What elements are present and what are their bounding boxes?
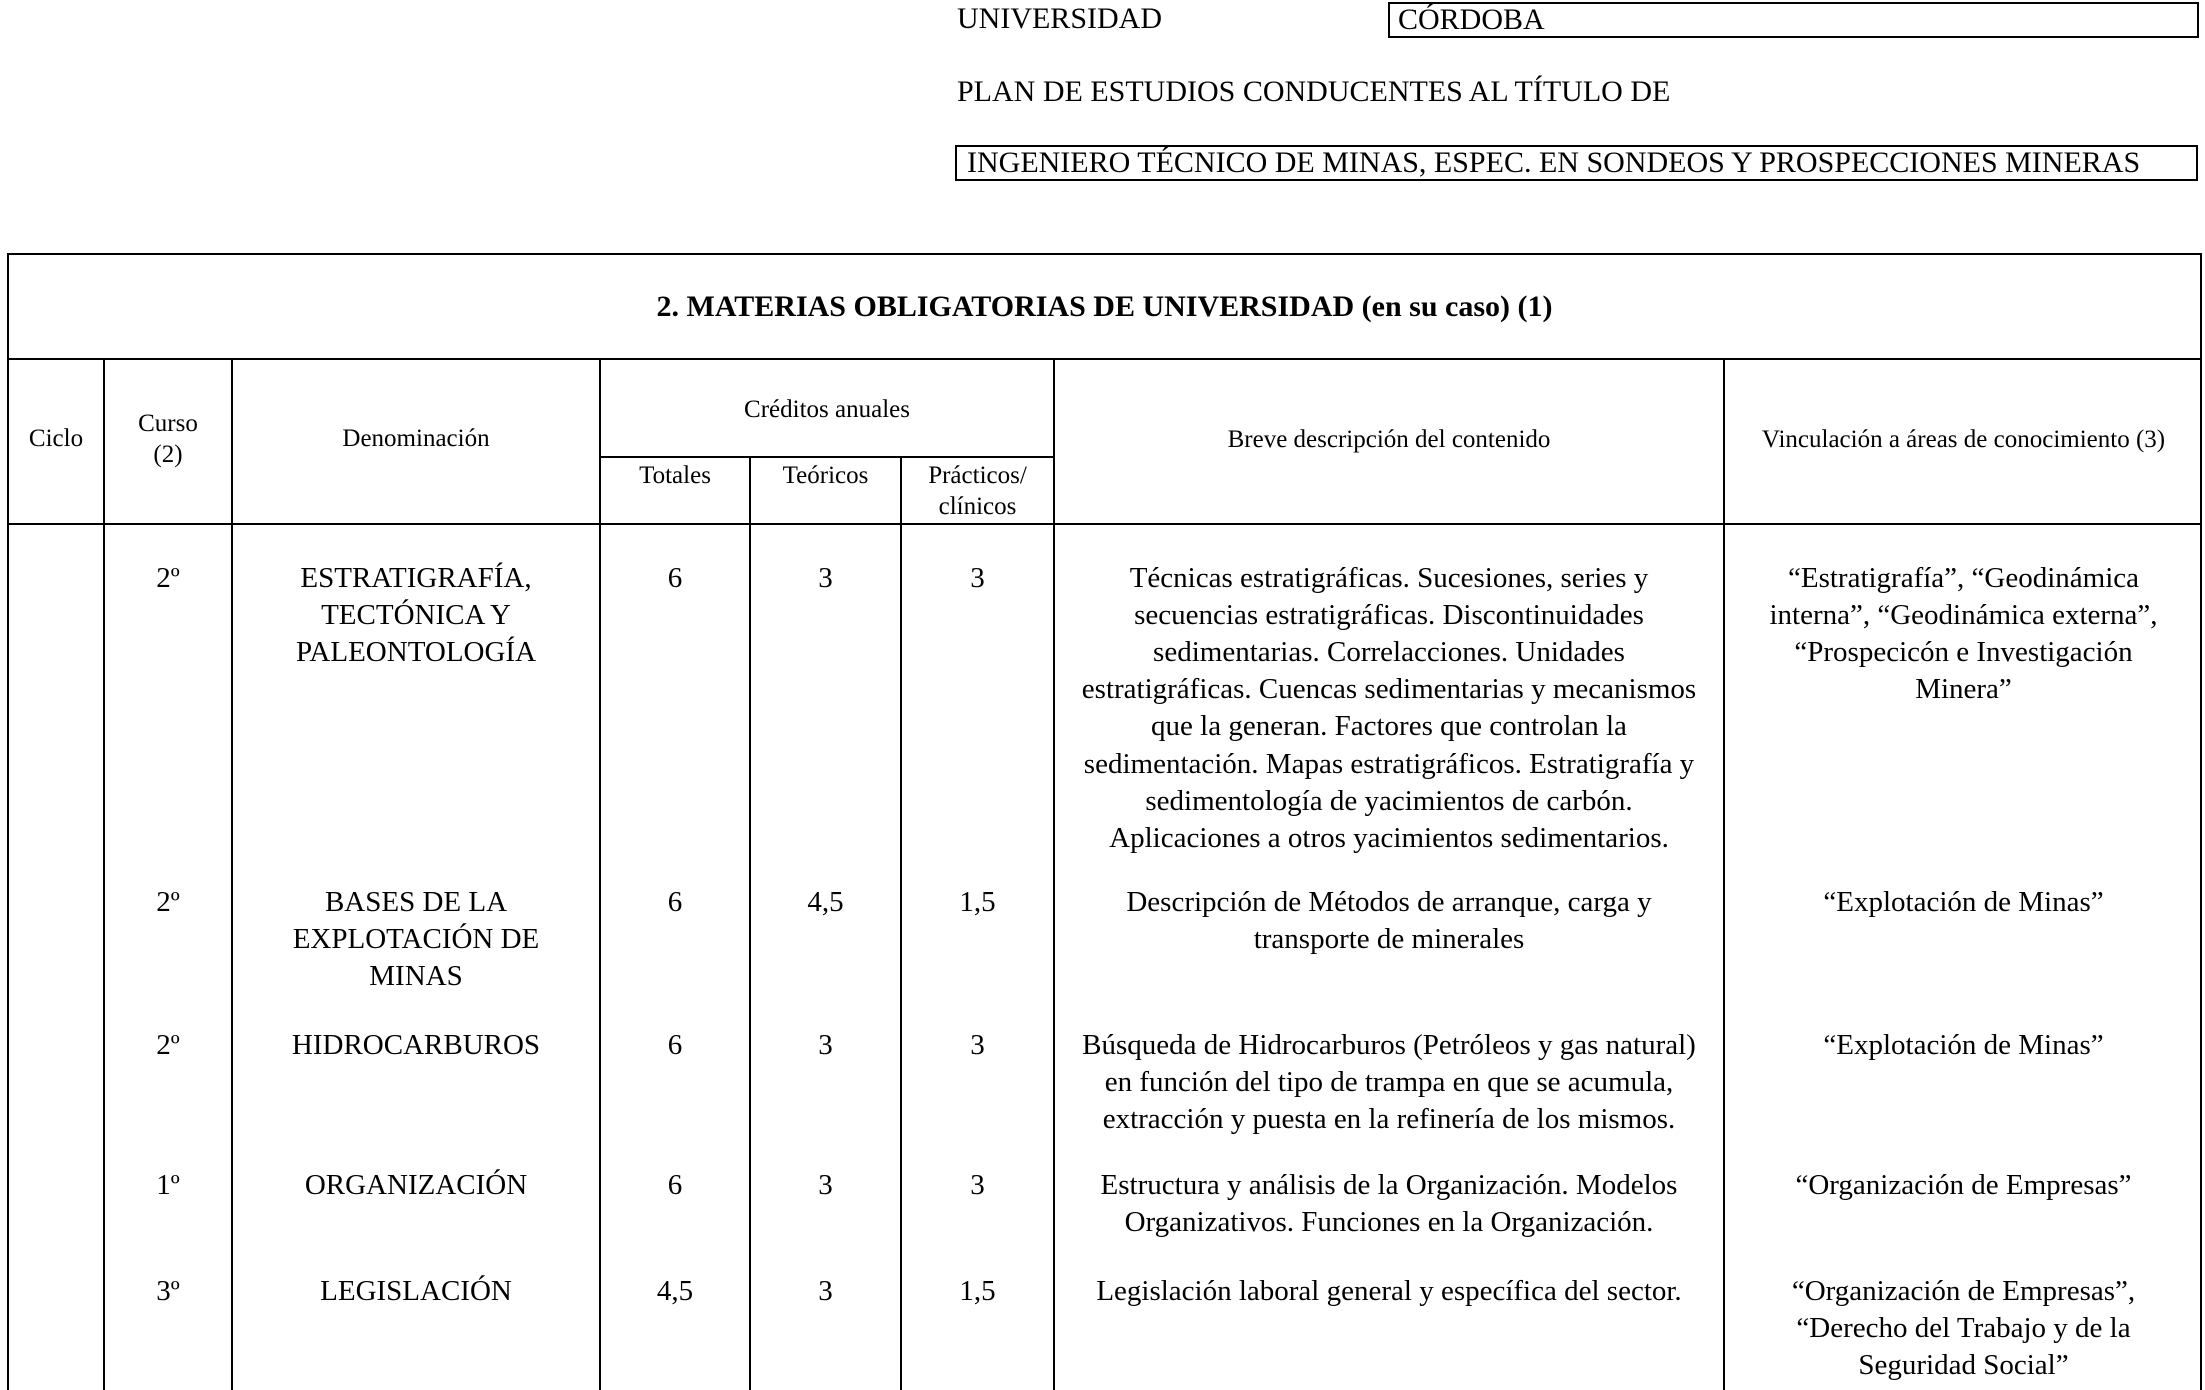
row1-curso: 2º: [156, 562, 180, 594]
col-header-totales: Totales: [639, 462, 711, 489]
row1-vinculacion: “Estratigrafía”, “Geodinámica interna”, “Geodinámica externa”, “Prospecicón e Investigación Minera”: [1769, 562, 2158, 706]
row3-denominacion: HIDROCARBUROS: [291, 1029, 541, 1061]
row5-denominacion: LEGISLACIÓN: [320, 1275, 512, 1307]
row3-vinculacion: “Explotación de Minas”: [1823, 1029, 2104, 1061]
row1-teoricos: 3: [818, 562, 833, 594]
row5-teoricos: 3: [818, 1275, 833, 1307]
row4-curso: 1º: [156, 1169, 180, 1201]
plan-label: PLAN DE ESTUDIOS CONDUCENTES AL TÍTULO DE: [957, 75, 1671, 108]
col-header-ciclo: Ciclo: [28, 425, 84, 452]
header-divider: [7, 523, 2202, 525]
col-line: [231, 358, 233, 1390]
col-header-practicos: Prácticos/ clínicos: [928, 462, 1027, 521]
row3-descripcion: Búsqueda de Hidrocarburos (Petróleos y gas natural) en función del tipo de trampa en que se acumula, extracción y puesta en la refinería de los mismos.: [1082, 1029, 1696, 1136]
row5-vinculacion: “Organización de Empresas”, “Derecho del Trabajo y de la Seguridad Social”: [1791, 1275, 2136, 1382]
row3-totales: 6: [667, 1029, 683, 1061]
row4-teoricos: 3: [818, 1169, 833, 1201]
row3-practicos: 3: [970, 1029, 985, 1061]
row1-totales: 6: [667, 562, 683, 594]
col-header-vinculacion: Vinculación a áreas de conocimiento (3): [1761, 426, 2166, 453]
row5-practicos: 1,5: [959, 1275, 996, 1307]
row2-vinculacion: “Explotación de Minas”: [1823, 886, 2104, 918]
col-header-creditos: Créditos anuales: [744, 396, 910, 423]
row5-curso: 3º: [156, 1275, 180, 1307]
row4-practicos: 3: [970, 1169, 985, 1201]
university-value: CÓRDOBA: [1388, 2, 2199, 38]
row2-descripcion: Descripción de Métodos de arranque, carga y transporte de minerales: [1126, 886, 1652, 956]
row2-practicos: 1,5: [959, 886, 996, 918]
row2-totales: 6: [667, 886, 683, 918]
row1-descripcion: Técnicas estratigráficas. Sucesiones, series y secuencias estratigráficas. Discontinuidades sedimentarias. Correlacciones. Unidades estratigráficas. Cuencas sedimentarias y mecanismos que la generan. Factores que controlan la sedimentación. Mapas estratigráficos. Estratigrafía y sedimentología de yacimientos de carbón. Aplicaciones a otros yacimientos sedimentarios.: [1081, 562, 1697, 854]
col-line: [599, 358, 601, 1390]
col-header-descripcion: Breve descripción del contenido: [1227, 426, 1551, 453]
row5-totales: 4,5: [656, 1275, 694, 1307]
degree-title: INGENIERO TÉCNICO DE MINAS, ESPEC. EN SONDEOS Y PROSPECCIONES MINERAS: [955, 145, 2198, 181]
table-title: 2. MATERIAS OBLIGATORIAS DE UNIVERSIDAD (en su caso) (1): [656, 290, 1553, 323]
col-header-teoricos: Teóricos: [782, 462, 869, 489]
row1-practicos: 3: [970, 562, 985, 594]
row2-curso: 2º: [156, 886, 180, 918]
row4-totales: 6: [667, 1169, 683, 1201]
row3-teoricos: 3: [818, 1029, 833, 1061]
col-line: [103, 358, 105, 1390]
credits-subdivider: [599, 456, 1054, 458]
row2-denominacion: BASES DE LA EXPLOTACIÓN DE MINAS: [292, 886, 540, 993]
row4-descripcion: Estructura y análisis de la Organización. Modelos Organizativos. Funciones en la Organización.: [1100, 1169, 1678, 1239]
row2-teoricos: 4,5: [807, 886, 844, 918]
col-header-curso: Curso (2): [138, 410, 198, 469]
col-header-denominacion: Denominación: [342, 425, 490, 452]
row4-denominacion: ORGANIZACIÓN: [304, 1169, 528, 1201]
title-divider: [7, 358, 2202, 360]
col-line: [1723, 358, 1725, 1390]
row5-descripcion: Legislación laboral general y específica del sector.: [1096, 1275, 1682, 1307]
row4-vinculacion: “Organización de Empresas”: [1795, 1169, 2132, 1201]
row1-denominacion: ESTRATIGRAFÍA, TECTÓNICA Y PALEONTOLOGÍA: [295, 562, 537, 669]
university-label: UNIVERSIDAD: [957, 2, 1162, 35]
row3-curso: 2º: [156, 1029, 180, 1061]
